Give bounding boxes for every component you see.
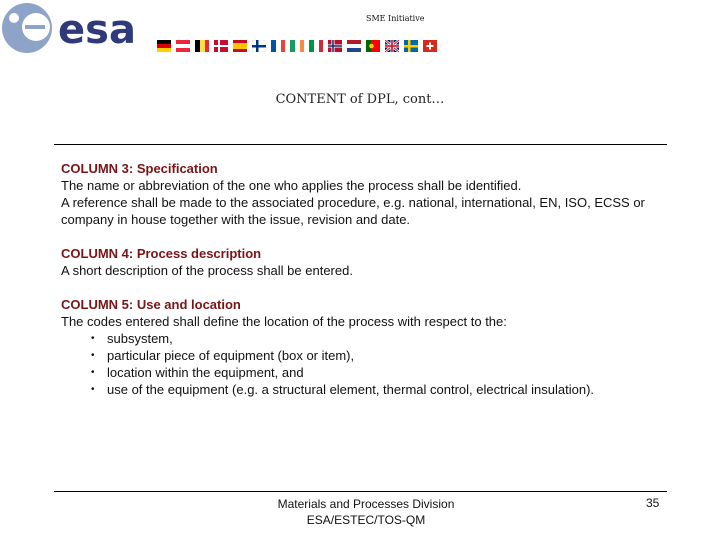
portugal-flag: [366, 40, 380, 52]
body-text: The name or abbreviation of the one who applies the process shall be identified.: [61, 178, 522, 193]
bottom-divider: [54, 491, 667, 492]
belgium-flag: [195, 40, 209, 52]
bullet-text: use of the equipment (e.g. a structural element, thermal control, electrical insulation).: [107, 382, 595, 397]
slide-title: CONTENT of DPL, cont…: [275, 92, 445, 107]
norway-flag: [328, 40, 342, 52]
france-flag: [271, 40, 285, 52]
list-item: [91, 347, 661, 364]
slide-body: [61, 160, 661, 415]
body-text: The codes entered shall define the location of the process with respect to the:: [61, 314, 507, 329]
austria-flag: [176, 40, 190, 52]
footer-department: ESA/ESTEC/TOS-QM: [306, 513, 426, 527]
netherlands-flag: [347, 40, 361, 52]
list-item: [91, 364, 661, 381]
section-heading: COLUMN 4: Process description: [61, 246, 262, 261]
body-text: A short description of the process shall be entered.: [61, 263, 353, 278]
bullet-text: location within the equipment, and: [107, 365, 304, 380]
list-item: [91, 330, 661, 347]
switzerland-flag: [423, 40, 437, 52]
section-heading: COLUMN 3: Specification: [61, 161, 218, 176]
section-column-3: [61, 160, 661, 228]
top-divider: [54, 144, 667, 145]
section-heading: COLUMN 5: Use and location: [61, 297, 241, 312]
bullet-icon: •: [91, 367, 95, 378]
bullet-text: particular piece of equipment (box or item),: [107, 348, 355, 363]
body-text: A reference shall be made to the associated procedure, e.g. national, international, EN, ISO, ECSS or company in house together with the issue, revision and date.: [61, 195, 645, 227]
uk-flag: [385, 40, 399, 52]
ireland-flag: [290, 40, 304, 52]
italy-flag: [309, 40, 323, 52]
finland-flag: [252, 40, 266, 52]
logo-text: esa: [58, 7, 136, 53]
bullet-icon: •: [91, 333, 95, 344]
esa-logo-graphic: [0, 0, 160, 58]
bullet-text: subsystem,: [107, 331, 173, 346]
sme-initiative-label: SME Initiative: [366, 14, 425, 23]
footer: [240, 496, 492, 528]
denmark-flag: [214, 40, 228, 52]
spain-flag: [233, 40, 247, 52]
section-column-5: [61, 296, 661, 398]
list-item: [91, 381, 661, 398]
sweden-flag: [404, 40, 418, 52]
esa-logo: [0, 0, 160, 58]
germany-flag: [157, 40, 171, 52]
footer-division: Materials and Processes Division: [277, 497, 455, 511]
page-number: 35: [646, 496, 660, 510]
bullet-icon: •: [91, 350, 95, 361]
section-column-4: [61, 245, 661, 279]
bullet-list: [61, 330, 661, 398]
bullet-icon: •: [91, 384, 95, 395]
